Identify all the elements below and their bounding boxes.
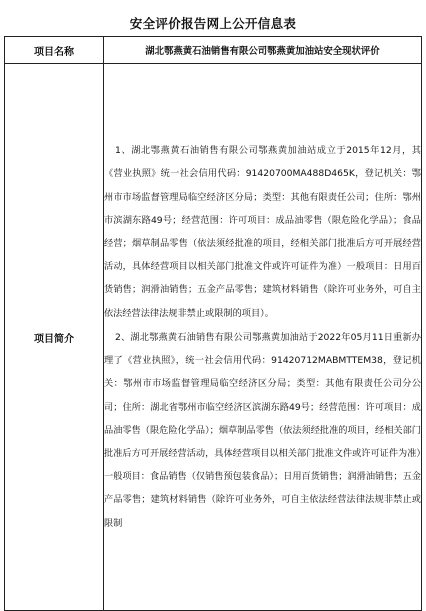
document-title: 安全评价报告网上公开信息表 bbox=[129, 16, 297, 31]
project-summary-body bbox=[104, 64, 422, 611]
table-row bbox=[5, 64, 422, 611]
info-table bbox=[4, 36, 422, 611]
project-name-label: 项目名称 bbox=[5, 37, 104, 64]
project-summary-label: 项目简介 bbox=[5, 64, 104, 611]
summary-paragraph-1: 1、湖北鄂燕黄石油销售有限公司鄂燕黄加油站成立于2015年12月，其《营业执照》统一社会信用代码：91420700MA488D465K，登记机关：鄂州市市场监督管理局临空经济区分局；类型：其他有限责任公司；住所：鄂州市滨湖东路49号；经营范围：许可项目：成品油零售（限危险化学品）；食品经营；烟草制品零售（依法须经批准的项目，经相关部门批准后方可开展经营活动，具体经营项目以相关部门批准文件或许可证件为准）一般项目：日用百货销售；润滑油销售；五金产品零售；建筑材料销售（除许可业务外，可自主依法经营法律法规非禁止或限制的项目）。 bbox=[104, 145, 421, 319]
summary-paragraph-2: 2、湖北鄂燕黄石油销售有限公司鄂燕黄加油站于2022年05月11日重新办理了《营业执照》，统一社会信用代码：91420712MABMTTEM38，登记机关：鄂州市市场监督管理局临空经济区分局；类型：其他有限责任公司分公司；住所：湖北省鄂州市临空经济区滨湖东路49号；经营范围：许可项目：成品油零售（限危险化学品）；烟草制品零售（依法须经批准的项目，经相关部门批准后方可开展经营活动，具体经营项目以相关部门批准文件或许可证件为准）一般项目：食品销售（仅销售预包装食品）；日用百货销售；润滑油销售；五金产品零售；建筑材料销售（除许可业务外，可自主依法经营法律法规非禁止或限制 bbox=[104, 331, 421, 529]
project-name-value: 湖北鄂燕黄石油销售有限公司鄂燕黄加油站安全现状评价 bbox=[104, 37, 422, 64]
table-row bbox=[5, 37, 422, 64]
